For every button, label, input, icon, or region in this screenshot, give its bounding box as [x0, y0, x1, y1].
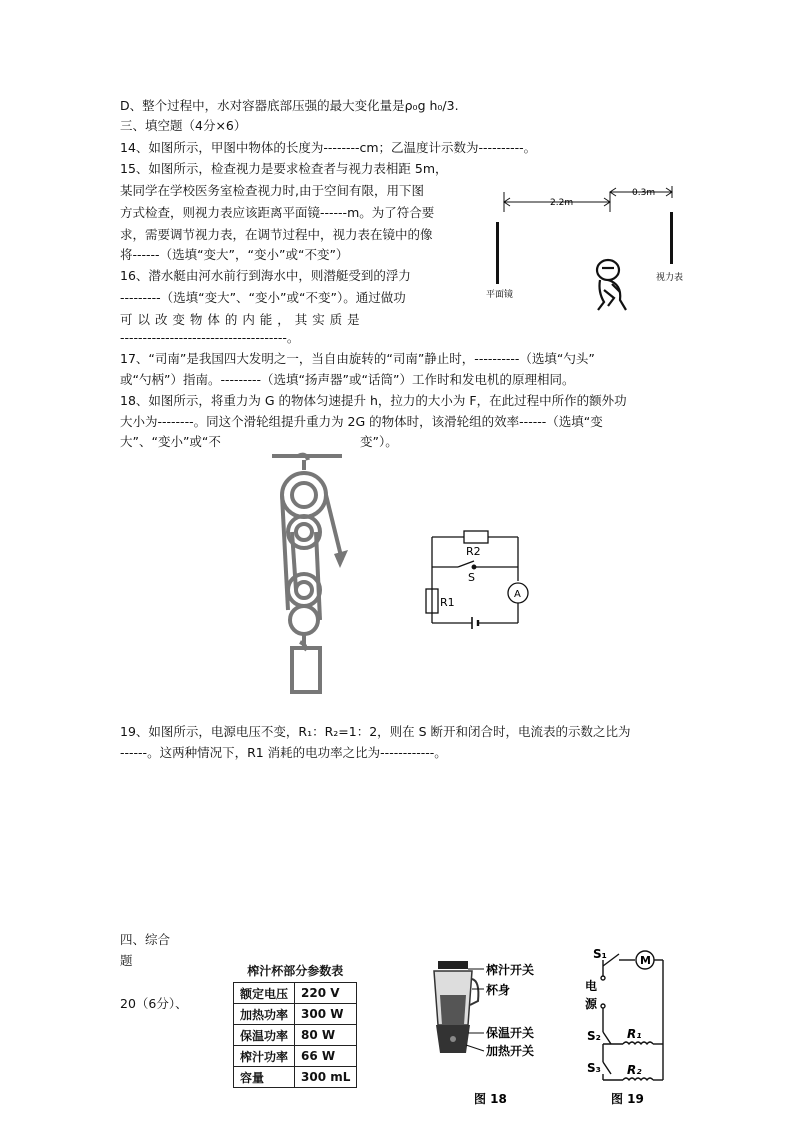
source-label-1: 电: [585, 979, 598, 993]
label-juice-switch: 榨汁开关: [486, 963, 535, 977]
param-value: 220 V: [295, 983, 357, 1004]
figure-19-caption: 图 19: [611, 1092, 644, 1106]
question-15-line-4: 求，需要调节视力表，在调节过程中，视力表在镜中的像: [120, 227, 433, 242]
param-value: 300 W: [295, 1004, 357, 1025]
r1-label: R₁: [627, 1027, 642, 1041]
movable-pulley-upper: [288, 574, 320, 606]
movable-pulley-lower: [290, 606, 318, 634]
r2-label: R₂: [627, 1063, 642, 1077]
question-15-line-5: 将------（选填“变大”，“变小”或“不变”）: [120, 247, 349, 262]
dist-mirror-label: 2.2m: [550, 198, 574, 208]
table-row: [234, 1004, 357, 1025]
ammeter-label: A: [514, 589, 521, 600]
question-14: 14、如图所示，甲图中物体的长度为--------cm；乙温度计示数为----------。: [120, 140, 537, 155]
eye-test-figure: [480, 180, 710, 330]
table-row: [234, 1046, 357, 1067]
param-name: 加热功率: [234, 1004, 295, 1025]
switch-s3: [603, 1062, 611, 1074]
section-4-heading-b: 题: [120, 953, 133, 968]
vision-chart: [670, 212, 673, 264]
param-name: 保温功率: [234, 1025, 295, 1046]
r2-label: R2: [466, 545, 481, 558]
figure-18-juicer: [420, 955, 550, 1110]
heater-r1: [623, 1042, 653, 1044]
question-18-line-2: 大小为--------。同这个滑轮组提升重力为 2G 的物体时，该滑轮组的效率------（选填“变: [120, 414, 603, 429]
label-cup-body: 杯身: [486, 983, 511, 997]
resistor-r2: [464, 531, 488, 543]
table-row: [234, 1025, 357, 1046]
question-18-line-3b: 变”）。: [360, 434, 398, 449]
s1-label: S₁: [593, 947, 607, 961]
plane-mirror: [496, 222, 499, 284]
switch-s2: [603, 1032, 611, 1044]
s3-label: S₃: [587, 1061, 601, 1075]
question-16-line-2: ---------（选填“变大”、“变小”或“不变”）。通过做功: [120, 290, 406, 305]
person-icon: [597, 260, 626, 310]
table-title: 榨汁杯部分参数表: [247, 964, 344, 978]
load-block: [292, 648, 320, 692]
circuit-diagram: [420, 525, 530, 635]
param-name: 额定电压: [234, 983, 295, 1004]
option-d: D、整个过程中，水对容器底部压强的最大变化量是ρ₀g h₀/3.: [120, 98, 459, 113]
figure-18-caption: 图 18: [474, 1092, 507, 1106]
question-19-line-1: 19、如图所示，电源电压不变，R₁：R₂=1：2，则在 S 断开和闭合时，电流表的示数之比为: [120, 724, 631, 739]
fixed-pulley-upper: [282, 473, 326, 517]
question-20: 20（6分）、: [120, 996, 188, 1011]
param-value: 80 W: [295, 1025, 357, 1046]
juicer-parameter-table: [233, 962, 357, 1088]
section-3-heading: 三、填空题（4分×6）: [120, 118, 247, 133]
question-16-line-3: 可 以 改 变 物 体 的 内 能 ， 其 实 质 是: [120, 312, 361, 327]
juicer-icon: [434, 961, 478, 1053]
table-row: [234, 1067, 357, 1088]
question-17-line-1: 17、“司南”是我国四大发明之一，当自由旋转的“司南”静止时，----------（选填“勺头”: [120, 351, 595, 366]
r1-label: R1: [440, 596, 455, 609]
motor-label: M: [640, 954, 651, 967]
question-19-line-2: ------。这两种情况下，R1 消耗的电功率之比为------------。: [120, 745, 447, 760]
pull-arrow: [334, 550, 348, 568]
figure-19-circuit: [555, 940, 670, 1110]
question-17-line-2: 或“勺柄”）指南。---------（选填“扬声器”或“话筒”）工作时和发电机的原理相同。: [120, 372, 575, 387]
label-keep-warm-switch: 保温开关: [486, 1026, 535, 1040]
question-15-line-2: 某同学在学校医务室检查视力时,由于空间有限，用下图: [120, 183, 424, 198]
section-4-heading-a: 四、综合: [120, 932, 171, 947]
dist-chart-label: 0.3m: [632, 188, 656, 198]
question-18-line-3a: 大”、“变小”或“不: [120, 434, 221, 449]
question-18-line-1: 18、如图所示，将重力为 G 的物体匀速提升 h，拉力的大小为 F，在此过程中所作的额外功: [120, 393, 627, 408]
switch-s: [458, 561, 474, 567]
param-value: 300 mL: [295, 1067, 357, 1088]
param-name: 榨汁功率: [234, 1046, 295, 1067]
param-name: 容量: [234, 1067, 295, 1088]
param-value: 66 W: [295, 1046, 357, 1067]
question-16-line-1: 16、潜水艇由河水前行到海水中，则潜艇受到的浮力: [120, 268, 411, 283]
question-16-line-4: -------------------------------------。: [120, 330, 300, 345]
mirror-label: 平面镜: [486, 290, 514, 300]
pulley-system-figure: [262, 450, 362, 700]
parameter-table-grid: [233, 982, 357, 1088]
source-label-2: 源: [585, 997, 598, 1011]
heater-r2: [623, 1078, 653, 1080]
s2-label: S₂: [587, 1029, 601, 1043]
chart-label: 视力表: [656, 273, 684, 283]
switch-label: S: [468, 571, 475, 584]
question-15-line-3: 方式检查，则视力表应该距离平面镜------m。为了符合要: [120, 205, 435, 220]
question-15-line-1: 15、如图所示，检查视力是要求检查者与视力表相距 5m，: [120, 161, 448, 176]
rope-pull: [326, 495, 342, 560]
table-row: [234, 983, 357, 1004]
label-heating-switch: 加热开关: [486, 1044, 535, 1058]
